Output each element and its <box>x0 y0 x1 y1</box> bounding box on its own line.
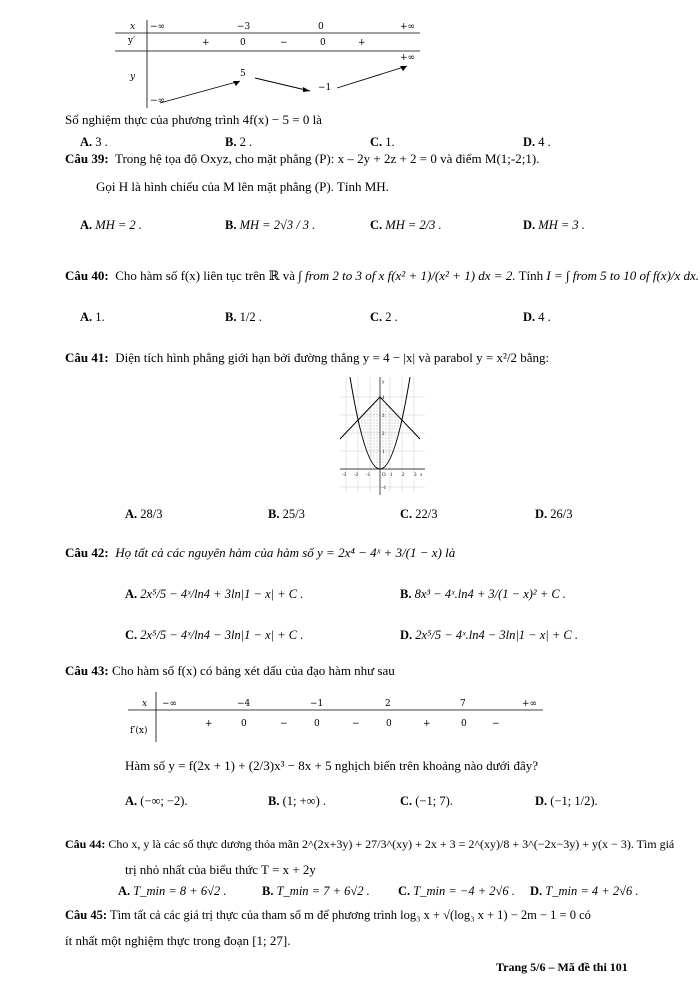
q39-choice-c[interactable]: C. MH = 2/3 . <box>370 218 442 232</box>
q44-choice-c[interactable]: C. T_min = −4 + 2√6 . <box>398 884 515 898</box>
q38-choice-d[interactable]: D. 4 . <box>523 135 551 149</box>
table-sign: + <box>202 38 210 48</box>
q41-x-tick: -2 <box>354 473 359 478</box>
q39-line2: Gọi H là hình chiếu của M lên mặt phẳng (P). Tính MH. <box>96 179 389 194</box>
q41-choice-c[interactable]: C. 22/3 <box>400 507 438 521</box>
q43-table-x-label: x <box>142 699 148 709</box>
q43-line2: Hàm số y = f(2x + 1) + (2/3)x³ − 8x + 5 nghịch biến trên khoảng nào dưới đây? <box>125 758 538 773</box>
q43-choice-c[interactable]: C. (−1; 7). <box>400 794 453 808</box>
q40-choice-a[interactable]: A. 1. <box>80 310 105 324</box>
q40-stem: Câu 40: Cho hàm số f(x) liên tục trên ℝ và ∫ from 2 to 3 of x f(x² + 1)/(x² + 1) dx = 2. Tính I = ∫ from 5 to 10 of f(x)/x dx. <box>65 268 700 283</box>
q45-stem: Câu 45: Tìm tất cả các giá trị thực của tham số m để phương trình log₃ x + √(log₃ x + 1) − 2m − 1 = 0 có <box>65 908 591 922</box>
q41-x-tick: 3 <box>414 473 417 478</box>
q41-y-tick: -1 <box>382 486 387 491</box>
q40-choice-c[interactable]: C. 2 . <box>370 310 398 324</box>
q41-y-axis-label: y <box>382 380 385 385</box>
q39-choice-d[interactable]: D. MH = 3 . <box>523 218 585 232</box>
q43-table-sign: 0 <box>461 719 467 729</box>
q43-table-x-value: 2 <box>385 699 391 709</box>
q41-choice-d[interactable]: D. 26/3 <box>535 507 573 521</box>
q43-table-sign: 0 <box>241 719 247 729</box>
q42-choice-d[interactable]: D. 2x⁵/5 − 4ˣ.ln4 − 3ln|1 − x| + C . <box>400 628 578 642</box>
q43-table-sign: − <box>492 719 500 729</box>
q41-x-tick: 1 <box>390 473 393 478</box>
q38-choice-a[interactable]: A. 3 . <box>80 135 108 149</box>
q43-table-x-value: +∞ <box>522 699 538 709</box>
q44-choice-d[interactable]: D. T_min = 4 + 2√6 . <box>530 884 639 898</box>
table-sign: 0 <box>320 38 326 48</box>
q41-x-axis-label: x <box>420 473 423 478</box>
q41-origin-label: O <box>382 473 386 478</box>
q41-y-tick: 1 <box>382 450 385 455</box>
q44-choice-a[interactable]: A. T_min = 8 + 6√2 . <box>118 884 227 898</box>
table-sign: − <box>280 38 288 48</box>
q41-x-tick: -1 <box>366 473 371 478</box>
q39-choice-b[interactable]: B. MH = 2√3 / 3 . <box>225 218 316 232</box>
table-x-value: +∞ <box>400 22 416 32</box>
q43-table-sign: 0 <box>314 719 320 729</box>
q41-y-tick: 4 <box>382 396 385 401</box>
table-y-value: +∞ <box>400 53 416 63</box>
q41-graph <box>340 377 425 497</box>
q43-choice-b[interactable]: B. (1; +∞) . <box>268 794 326 808</box>
q41-stem: Câu 41: Diện tích hình phẳng giới hạn bởi đường thẳng y = 4 − |x| và parabol y = x²/2 bằng: <box>65 350 550 365</box>
table-x-value: −∞ <box>150 22 166 32</box>
table-y-value: 5 <box>240 69 246 79</box>
table-x-value: −3 <box>237 22 251 32</box>
table-sign: 0 <box>240 38 246 48</box>
page-footer: Trang 5/6 – Mã đề thi 101 <box>496 960 628 974</box>
q39-line1: Câu 39: Trong hệ tọa độ Oxyz, cho mặt phẳng (P): x – 2y + 2z + 2 = 0 và điểm M(1;-2;1). <box>65 151 540 166</box>
table-x-label: x <box>130 22 136 32</box>
q41-choice-b[interactable]: B. 25/3 <box>268 507 305 521</box>
q43-table-sign: 0 <box>386 719 392 729</box>
q45-line2: ít nhất một nghiệm thực trong đoạn [1; 27]. <box>65 933 291 948</box>
q38-choice-c[interactable]: C. 1. <box>370 135 395 149</box>
q41-x-tick: -3 <box>342 473 347 478</box>
q39-choice-a[interactable]: A. MH = 2 . <box>80 218 142 232</box>
q42-choice-a[interactable]: A. 2x⁵/5 − 4ˣ/ln4 + 3ln|1 − x| + C . <box>125 587 304 601</box>
q43-table-x-value: −1 <box>310 699 324 709</box>
q43-table-sign: + <box>205 719 213 729</box>
q40-choice-d[interactable]: D. 4 . <box>523 310 551 324</box>
table-x-value: 0 <box>318 22 324 32</box>
table-yprime-label: y′ <box>128 36 136 46</box>
q43-table-sign: + <box>423 719 431 729</box>
q41-x-tick: 2 <box>402 473 405 478</box>
table-sign: + <box>358 38 366 48</box>
q38-choice-b[interactable]: B. 2 . <box>225 135 253 149</box>
q41-y-tick: 2 <box>382 432 385 437</box>
q42-choice-b[interactable]: B. 8x³ − 4ˣ.ln4 + 3/(1 − x)² + C . <box>400 587 566 601</box>
q43-table-x-value: −4 <box>237 699 251 709</box>
q43-table-sign: − <box>280 719 288 729</box>
table-y-value: −∞ <box>150 96 166 106</box>
q38-stem: Số nghiệm thực của phương trình 4f(x) − 5 = 0 là <box>65 112 322 127</box>
q41-y-tick: 3 <box>382 414 385 419</box>
q42-stem: Câu 42: Họ tất cả các nguyên hàm của hàm số y = 2x⁴ − 4ˣ + 3/(1 − x) là <box>65 545 456 560</box>
q43-sign-table <box>128 690 548 745</box>
q43-choice-d[interactable]: D. (−1; 1/2). <box>535 794 598 808</box>
q43-stem: Câu 43: Cho hàm số f(x) có bảng xét dấu của đạo hàm như sau <box>65 663 395 678</box>
q43-table-x-value: −∞ <box>162 699 178 709</box>
table-y-label: y <box>130 72 136 82</box>
q41-choice-a[interactable]: A. 28/3 <box>125 507 163 521</box>
q42-choice-c[interactable]: C. 2x⁵/5 − 4ˣ/ln4 − 3ln|1 − x| + C . <box>125 628 304 642</box>
table-y-value: −1 <box>318 83 332 93</box>
q43-choice-a[interactable]: A. (−∞; −2). <box>125 794 188 808</box>
q43-table-x-value: 7 <box>460 699 466 709</box>
q44-choice-b[interactable]: B. T_min = 7 + 6√2 . <box>262 884 370 898</box>
q43-table-sign: − <box>352 719 360 729</box>
q44-stem: Câu 44: Cho x, y là các số thực dương thỏa mãn 2^(2x+3y) + 27/3^(xy) + 2x + 3 = 2^(xy)/8 + 3^(−2x−3y) + y(x − 3). Tìm giá <box>65 837 675 851</box>
q43-table-fprime-label: f′(x) <box>130 726 148 736</box>
q44-line2: trị nhỏ nhất của biểu thức T = x + 2y <box>125 862 316 877</box>
q40-choice-b[interactable]: B. 1/2 . <box>225 310 262 324</box>
